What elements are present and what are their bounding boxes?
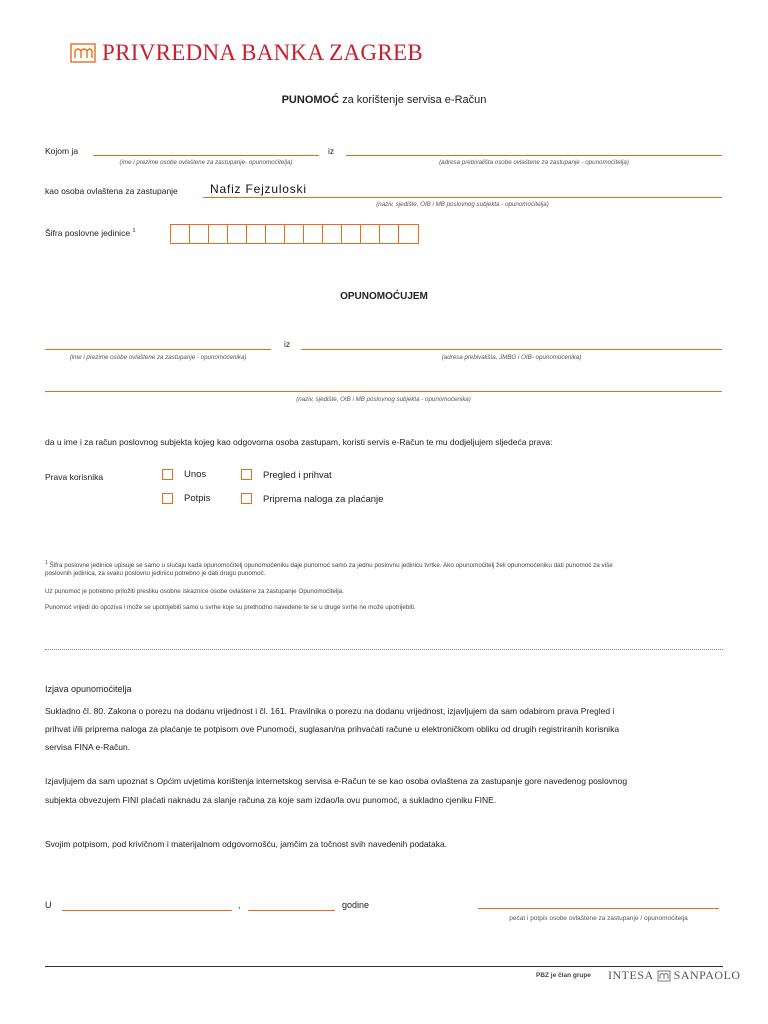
grantee-section-title: OPUNOMOĆUJEM (340, 291, 428, 302)
unit-code-label-text: Šifra poslovne jedinice (45, 228, 131, 238)
unit-code-cell[interactable] (380, 225, 399, 243)
intesa-text: INTESA (608, 968, 654, 982)
grantee-name-field[interactable] (45, 349, 271, 350)
unit-code-cell[interactable] (171, 225, 190, 243)
grantor-address-hint: (adresa prebivališta osobe ovlaštene za zastupanje - opunomoćitelja) (439, 159, 629, 166)
footnote-1-text: Šifra poslovne jedinice upisuje se samo u slučaju kada opunomoćitelj opunomoćeniku daje punomoć samo za jednu poslovnu jedinicu tvrtke. Ako opunomoćitelj želi opunomoćeniku dati punomoć za više (49, 562, 613, 570)
place-label: U (45, 900, 52, 910)
declaration-p2-line2: subjekta obvezujem FINI plaćati naknadu za slanje računa za koje sam izdao/la ovu punomoć, a sukladno cjeniku FINE. (45, 795, 497, 805)
rights-label: Prava korisnika (45, 472, 104, 482)
bank-logo (70, 40, 423, 66)
grantor-address-field[interactable] (346, 155, 722, 156)
sanpaolo-text: SANPAOLO (673, 968, 741, 982)
declaration-p1-line2: prihvat i/ili priprema naloga za plaćanje te potpisom ove Punomoći, suglasan/na prihvaćati račune u elektroničkom obliku od drugih registriranih korisnika (45, 724, 620, 734)
unit-code-cell[interactable] (190, 225, 209, 243)
kojom-ja-label: Kojom ja (45, 146, 79, 156)
grantee-company-hint: (naziv, sjedište, OIB i MB poslovnog subjekta - opunomoćenika) (296, 396, 471, 403)
unit-code-cell[interactable] (266, 225, 285, 243)
footnote-validity: Punomoć vrijedi do opoziva i može se upotrijebiti samo u svrhe koje su prethodno navedene te se u druge svrhe ne može upotrijebiti. (45, 604, 416, 611)
unit-code-cell[interactable] (247, 225, 266, 243)
grantee-iz-label: iz (284, 339, 291, 349)
grantee-address-hint: (adresa prebivališta, JMBG i OIB- opunomoćenika) (441, 354, 582, 361)
unit-code-cell[interactable] (228, 225, 247, 243)
representative-label: kao osoba ovlaštena za zastupanje (45, 186, 178, 196)
grantor-name-field[interactable] (93, 155, 319, 156)
grantor-company-value: Nafiz Fejzuloski (210, 182, 307, 196)
declaration-p2-line1: Izjavljujem da sam upoznat s Općim uvjetima korištenja internetskog servisa e-Račun te se kao osoba ovlaštena za zastupanje gore navedenog poslovnog (45, 776, 628, 786)
bank-logo-icon (70, 42, 96, 64)
grantor-name-hint: (ime i prezime osobe ovlaštene za zastupanje- opunomoćitelja) (119, 159, 293, 166)
unit-code-cell[interactable] (209, 225, 228, 243)
group-membership-text: PBZ je član grupe (536, 972, 591, 979)
grantor-company-hint: (naziv, sjedište, OIB i MB poslovnog subjekta - opunomoćitelja) (376, 201, 549, 208)
checkbox-potpis-label: Potpis (184, 493, 211, 504)
title-bold: PUNOMOĆ (281, 94, 340, 106)
rights-statement: da u ime i za račun poslovnog subjekta kojeg kao odgovorna osoba zastupam, koristi servis e-Račun te mu dodjeljujem sljedeća prava: (45, 437, 553, 447)
unit-code-grid[interactable] (170, 224, 419, 244)
unit-code-cell[interactable] (342, 225, 361, 243)
unit-code-cell[interactable] (323, 225, 342, 243)
footer-divider (45, 966, 723, 967)
grantee-address-field[interactable] (301, 349, 722, 350)
checkbox-unos[interactable] (162, 469, 173, 480)
stamp-signature-hint: pečat i potpis osobe ovlaštene za zastupanje / opunomoćitelja (509, 915, 688, 922)
bank-name: PRIVREDNA BANKA ZAGREB (102, 40, 423, 65)
page-title (0, 94, 768, 106)
checkbox-potpis[interactable] (162, 493, 173, 504)
intesa-emblem-icon (657, 970, 671, 982)
declaration-p1-line1: Sukladno čl. 80. Zakona o porezu na dodanu vrijednost i čl. 161. Pravilnika o porezu na dodanu vrijednost, izjavljujem da sam odabirom prava Pregled i (45, 706, 615, 716)
intesa-sanpaolo-logo (608, 968, 741, 983)
checkbox-unos-label: Unos (184, 469, 207, 480)
declaration-heading: Izjava opunomoćitelja (45, 684, 132, 694)
grantee-company-field[interactable] (45, 391, 722, 392)
cut-line-divider (45, 649, 723, 650)
footnote-id-copy: Uz punomoć je potrebno priložiti presliku osobne iskaznice osobe ovlaštene za zastupanje Opunomoćitelja. (45, 588, 344, 595)
unit-code-cell[interactable] (304, 225, 323, 243)
footnote-1-cont: poslovnih jedinica, za svaku poslovnu jedinicu potrebno je dati drugu punomoć. (45, 570, 266, 577)
declaration-p3: Svojim potpisom, pod krivičnom i materijalnom odgovornošću, jamčim za točnost svih navedenih podataka. (45, 839, 448, 849)
year-label: godine (342, 900, 370, 910)
unit-code-cell[interactable] (361, 225, 380, 243)
unit-code-cell[interactable] (399, 225, 418, 243)
grantee-name-hint: (ime i prezime osobe ovlaštene za zastupanje - opunomoćenika) (69, 354, 247, 361)
checkbox-priprema-naloga-label: Priprema naloga za plaćanje (263, 494, 384, 505)
date-field[interactable] (248, 910, 335, 911)
grantor-iz-label: iz (328, 146, 335, 156)
checkbox-pregled-prihvat-label: Pregled i prihvat (263, 470, 332, 481)
title-rest: za korištenje servisa e-Račun (339, 94, 487, 106)
unit-code-cell[interactable] (285, 225, 304, 243)
unit-code-footnote-mark: 1 (132, 228, 136, 235)
unit-code-label (45, 228, 136, 238)
place-comma: , (238, 900, 241, 910)
checkbox-pregled-prihvat[interactable] (241, 469, 252, 480)
stamp-signature-field[interactable] (478, 908, 719, 909)
checkbox-priprema-naloga[interactable] (241, 493, 252, 504)
grantor-company-field[interactable] (203, 197, 722, 198)
footnote-1-mark: 1 (45, 560, 48, 566)
declaration-p1-line3: servisa FINA e-Račun. (45, 742, 131, 752)
place-field[interactable] (62, 910, 232, 911)
